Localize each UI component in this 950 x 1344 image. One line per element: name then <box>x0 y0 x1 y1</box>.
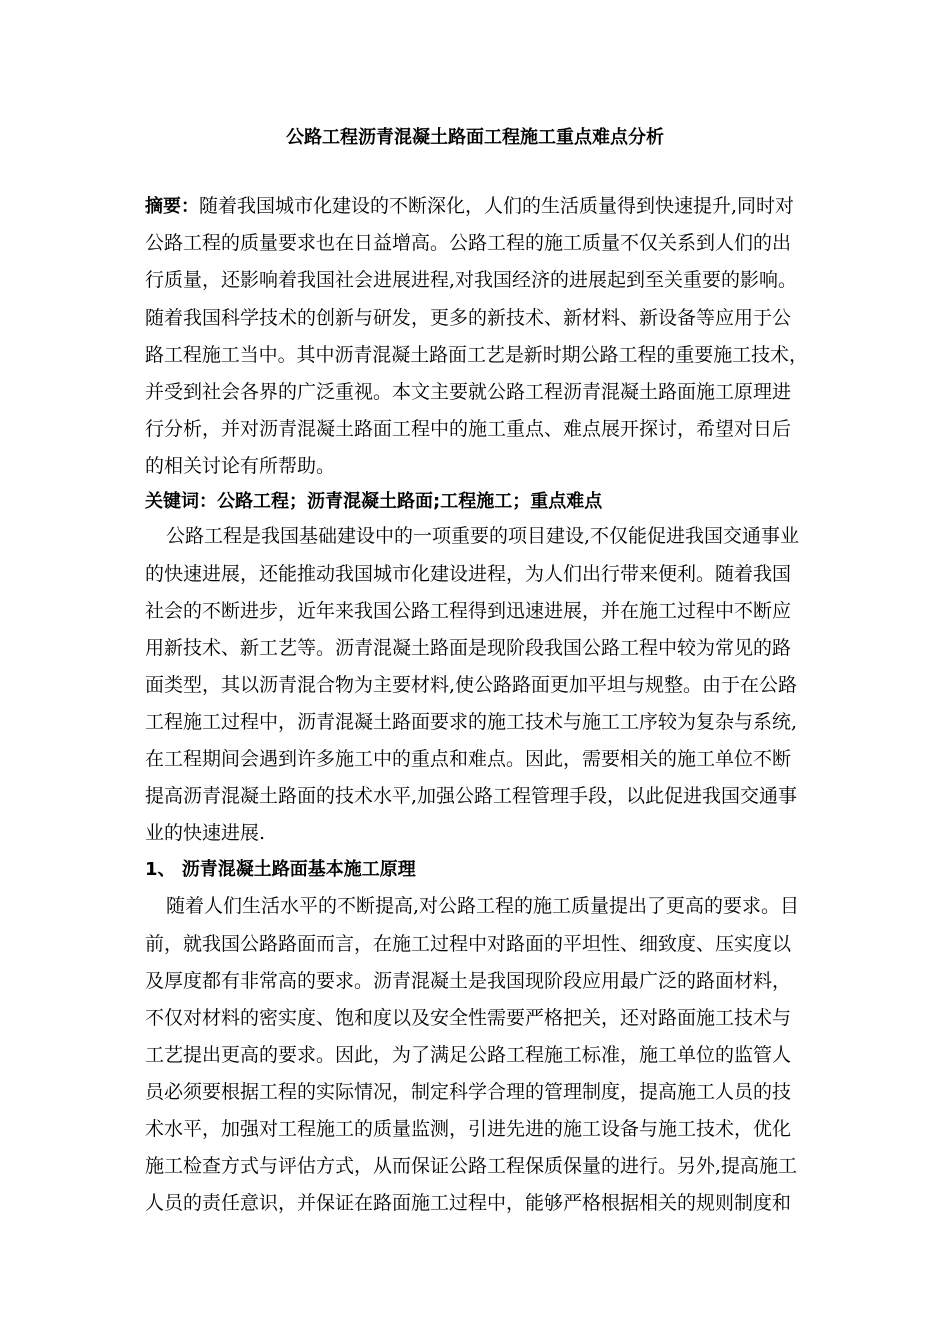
intro-line: 社会的不断进步，近年来我国公路工程得到迅速进展，并在施工过程中不断应 <box>145 600 792 622</box>
section-line: 工艺提出更高的要求。因此，为了满足公路工程施工标准，施工单位的监管人 <box>145 1044 792 1066</box>
intro-line: 公路工程是我国基础建设中的一项重要的项目建设,不仅能促进我国交通事业 <box>166 525 800 547</box>
keywords: 关键词：公路工程；沥青混凝土路面;工程施工；重点难点 <box>145 491 603 512</box>
intro-line: 面类型，其以沥青混合物为主要材料,使公路路面更加平坦与规整。由于在公路 <box>145 674 798 696</box>
abstract-line: 随着我国科学技术的创新与研发，更多的新技术、新材料、新设备等应用于公 <box>145 307 792 329</box>
section-line: 施工检查方式与评估方式，从而保证公路工程保质保量的进行。另外,提高施工 <box>145 1155 798 1177</box>
document-title: 公路工程沥青混凝土路面工程施工重点难点分析 <box>286 127 664 148</box>
abstract-line: 公路工程的质量要求也在日益增高。公路工程的施工质量不仅关系到人们的出 <box>145 232 792 254</box>
section-line: 前，就我国公路路面而言，在施工过程中对路面的平坦性、细致度、压实度以 <box>145 933 792 955</box>
section-line: 及厚度都有非常高的要求。沥青混凝土是我国现阶段应用最广泛的路面材料， <box>145 970 792 992</box>
intro-line: 提高沥青混凝土路面的技术水平,加强公路工程管理手段，以此促进我国交通事 <box>145 785 798 807</box>
intro-line: 在工程期间会遇到许多施工中的重点和难点。因此，需要相关的施工单位不断 <box>145 748 792 770</box>
abstract-line: 路工程施工当中。其中沥青混凝土路面工艺是新时期公路工程的重要施工技术， <box>145 344 808 366</box>
intro-line: 用新技术、新工艺等。沥青混凝土路面是现阶段我国公路工程中较为常见的路 <box>145 637 792 659</box>
abstract-line: 随着我国城市化建设的不断深化，人们的生活质量得到快速提升,同时对 <box>199 195 795 217</box>
abstract-first-line <box>145 191 794 221</box>
abstract-line: 行质量，还影响着我国社会进展进程,对我国经济的进展起到至关重要的影响。 <box>145 269 798 291</box>
section-line: 不仅对材料的密实度、饱和度以及安全性需要严格把关，还对路面施工技术与 <box>145 1007 792 1029</box>
abstract-line: 的相关讨论有所帮助。 <box>145 455 336 477</box>
intro-line: 的快速进展，还能推动我国城市化建设进程，为人们出行带来便利。随着我国 <box>145 563 792 585</box>
intro-line: 业的快速进展. <box>145 822 266 844</box>
section-line: 员必须要根据工程的实际情况，制定科学合理的管理制度，提高施工人员的技 <box>145 1081 792 1103</box>
intro-line: 工程施工过程中，沥青混凝土路面要求的施工技术与施工工序较为复杂与系统, <box>145 711 798 733</box>
abstract-line: 行分析，并对沥青混凝土路面工程中的施工重点、难点展开探讨，希望对日后 <box>145 418 792 440</box>
abstract-line: 并受到社会各界的广泛重视。本文主要就公路工程沥青混凝土路面施工原理进 <box>145 381 792 403</box>
section-heading: 1、 沥青混凝土路面基本施工原理 <box>145 859 416 880</box>
section-line: 随着人们生活水平的不断提高,对公路工程的施工质量提出了更高的要求。目 <box>166 895 800 917</box>
section-line: 人员的责任意识，并保证在路面施工过程中，能够严格根据相关的规则制度和 <box>145 1192 792 1214</box>
section-line: 术水平，加强对工程施工的质量监测，引进先进的施工设备与施工技术，优化 <box>145 1118 792 1140</box>
abstract-label: 摘要： <box>145 196 199 217</box>
